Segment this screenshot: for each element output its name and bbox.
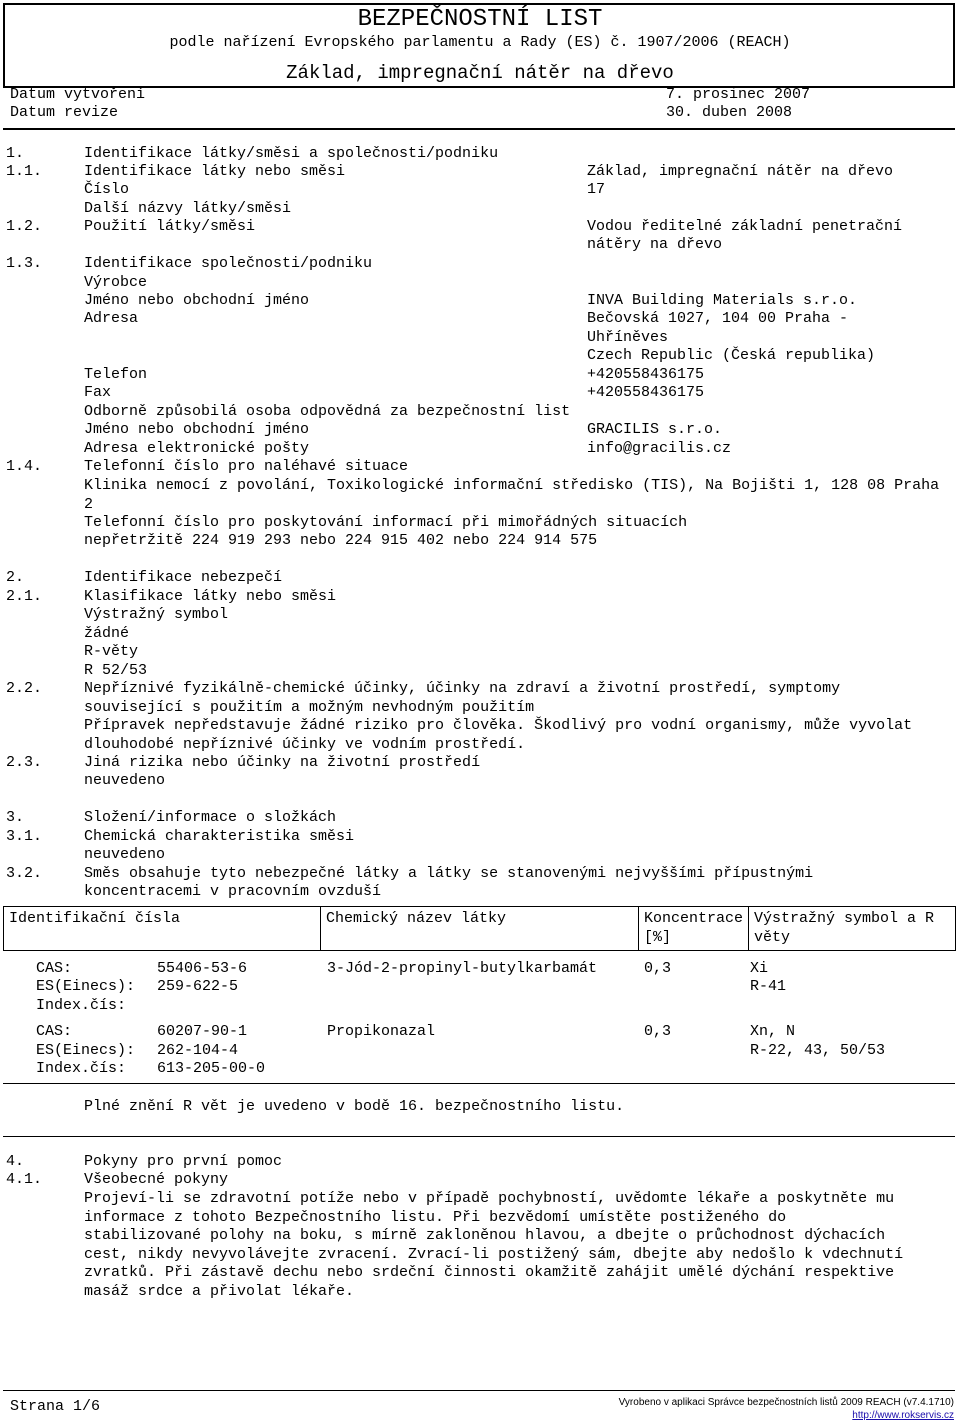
cislo-value: 17 xyxy=(587,181,606,198)
jmeno2-label: Jméno nebo obchodní jméno xyxy=(84,421,310,438)
page-number: Strana 1/6 xyxy=(10,1398,101,1415)
adresa-label: Adresa xyxy=(84,310,139,327)
s13-label: Identifikace společnosti/podniku xyxy=(84,255,373,272)
s13-number: 1.3. xyxy=(6,255,43,272)
footer-divider xyxy=(3,1390,955,1391)
revision-value: 30. duben 2008 xyxy=(666,104,793,121)
header-divider xyxy=(3,128,955,130)
s22-label-line1: Nepříznivé fyzikálně-chemické účinky, účinky na zdraví a životní prostředí, symptomy xyxy=(84,680,841,697)
adresa-line3: Czech Republic (Česká republika) xyxy=(587,347,876,364)
row1-name: 3-Jód-2-propinyl-butylkarbamát xyxy=(327,960,598,977)
producer-link[interactable]: http://www.rokservis.cz xyxy=(852,1410,954,1421)
jmeno-value: INVA Building Materials s.r.o. xyxy=(587,292,858,309)
s22-number: 2.2. xyxy=(6,680,43,697)
row1-conc: 0,3 xyxy=(644,960,672,977)
th-chemical-name: Chemický název látky xyxy=(321,907,639,951)
s2-title: Identifikace nebezpečí xyxy=(84,569,283,586)
s1-number: 1. xyxy=(6,145,25,162)
producer-text: Vyrobeno v aplikaci Správce bezpečnostních listů 2009 REACH (v7.4.1710) xyxy=(618,1397,954,1408)
dalsi-nazvy-label: Další názvy látky/směsi xyxy=(84,200,292,217)
s31-label: Chemická charakteristika směsi xyxy=(84,828,355,845)
s31-value: neuvedeno xyxy=(84,846,166,863)
row2-conc: 0,3 xyxy=(644,1023,672,1040)
vyrobce-label: Výrobce xyxy=(84,274,148,291)
s23-label: Jiná rizika nebo účinky na životní prostředí xyxy=(84,754,481,771)
s14-number: 1.4. xyxy=(6,458,43,475)
row2-cas-label: CAS: xyxy=(36,1023,73,1040)
row1-symbol: Xi xyxy=(750,960,769,977)
row2-ec: 262-104-4 xyxy=(157,1042,239,1059)
klinika-text: Klinika nemocí z povolání, Toxikologické informační středisko (TIS), Na Bojišti 1, 128 08 Praha 2 xyxy=(84,477,940,513)
s32-number: 3.2. xyxy=(6,865,43,882)
row1-ec: 259-622-5 xyxy=(157,978,239,995)
s14-label: Telefonní číslo pro naléhavé situace xyxy=(84,458,409,475)
th-identification: Identifikační čísla xyxy=(4,907,321,951)
s4-title: Pokyny pro první pomoc xyxy=(84,1153,283,1170)
telefon-value: +420558436175 xyxy=(587,366,705,383)
s41-number: 4.1. xyxy=(6,1171,43,1188)
s12-value-line1: Vodou ředitelné základní penetrační xyxy=(587,218,903,235)
s23-value: neuvedeno xyxy=(84,772,166,789)
emergency-numbers: nepřetržitě 224 919 293 nebo 224 915 402 nebo 224 914 575 xyxy=(84,532,598,549)
row1-cas: 55406-53-6 xyxy=(157,960,248,977)
adresa-line1: Bečovská 1027, 104 00 Praha - xyxy=(587,310,849,327)
s32-label-line2: koncentracemi v pracovním ovzduší xyxy=(84,883,382,900)
s22-label-line2: související s použitím a možným nevhodným použitím xyxy=(84,699,535,716)
row2-symbol: Xn, N xyxy=(750,1023,796,1040)
symbol-label: Výstražný symbol xyxy=(84,606,229,623)
th-concentration: Koncentrace [%] xyxy=(639,907,749,951)
jmeno-label: Jméno nebo obchodní jméno xyxy=(84,292,310,309)
document-subtitle: podle nařízení Evropského parlamentu a Rady (ES) č. 1907/2006 (REACH) xyxy=(169,34,791,51)
rvety-note: Plné znění R vět je uvedeno v bodě 16. bezpečnostního listu. xyxy=(84,1098,625,1115)
s12-label: Použití látky/směsi xyxy=(84,218,256,235)
s3-number: 3. xyxy=(6,809,25,826)
footer-producer xyxy=(619,1396,954,1422)
symbol-value: žádné xyxy=(84,625,130,642)
rvety-label: R-věty xyxy=(84,643,139,660)
revision-label: Datum revize xyxy=(10,104,119,121)
row2-cas: 60207-90-1 xyxy=(157,1023,248,1040)
document-title: BEZPEČNOSTNÍ LIST xyxy=(357,6,603,33)
s31-number: 3.1. xyxy=(6,828,43,845)
s22-text: Přípravek nepředstavuje žádné riziko pro člověka. Škodlivý pro vodní organismy, může vyvolat dlouhodobé nepříznivé účinky ve vodním prostředí. xyxy=(84,717,913,753)
cislo-label: Číslo xyxy=(84,181,130,198)
s12-number: 1.2. xyxy=(6,218,43,235)
telefon-label: Telefon xyxy=(84,366,148,383)
composition-table xyxy=(3,906,956,951)
s41-text: Projeví-li se zdravotní potíže nebo v případě pochybností, uvědomte lékaře a poskytněte mu informace z tohoto Bezpečnostního listu. Při bezvědomí umístěte postiženého do stabilizované polohy na boku, s mírně zakloněnou hlavou, a dbejte o průchodnost dýchacích cest, nikdy nevyvolávejte zvracení. Zvrací-li postižený sám, dbejte aby nedošlo k vdechnutí zvratků. Při zástavě dechu nebo srdeční činnosti okamžitě zahájit umělé dýchání respektive masáž srdce a přivolat lékaře. xyxy=(84,1190,904,1300)
row2-ec-label: ES(Einecs): xyxy=(36,1042,136,1059)
odborne-osoba-label: Odborně způsobilá osoba odpovědná za bezpečnostní list xyxy=(84,403,571,420)
row2-rvety: R-22, 43, 50/53 xyxy=(750,1042,886,1059)
s3-title: Složení/informace o složkách xyxy=(84,809,337,826)
s41-label: Všeobecné pokyny xyxy=(84,1171,229,1188)
s11-label: Identifikace látky nebo směsi xyxy=(84,163,346,180)
adresa-line2: Uhříněves xyxy=(587,329,669,346)
s11-value: Základ, impregnační nátěr na dřevo xyxy=(587,163,894,180)
row2-name: Propikonazal xyxy=(327,1023,436,1040)
table-header-row xyxy=(4,907,956,951)
s21-label: Klasifikace látky nebo směsi xyxy=(84,588,337,605)
s12-value-line2: nátěry na dřevo xyxy=(587,236,723,253)
row2-index: 613-205-00-0 xyxy=(157,1060,266,1077)
fax-value: +420558436175 xyxy=(587,384,705,401)
row1-cas-label: CAS: xyxy=(36,960,73,977)
fax-label: Fax xyxy=(84,384,112,401)
row1-rvety: R-41 xyxy=(750,978,787,995)
s11-number: 1.1. xyxy=(6,163,43,180)
created-value: 7. prosinec 2007 xyxy=(666,86,811,103)
table-bottom-line xyxy=(3,1083,955,1084)
row1-ec-label: ES(Einecs): xyxy=(36,978,136,995)
email-label: Adresa elektronické pošty xyxy=(84,440,310,457)
s1-title: Identifikace látky/směsi a společnosti/podniku xyxy=(84,145,499,162)
tel-info-label: Telefonní číslo pro poskytování informací při mimořádných situacích xyxy=(84,514,688,531)
created-label: Datum vytvoření xyxy=(10,86,146,103)
row2-index-label: Index.čís: xyxy=(36,1060,127,1077)
th-symbol-rvety: Výstražný symbol a R věty xyxy=(749,907,956,951)
jmeno2-value: GRACILIS s.r.o. xyxy=(587,421,723,438)
product-name: Základ, impregnační nátěr na dřevo xyxy=(286,62,674,84)
s4-number: 4. xyxy=(6,1153,25,1170)
s21-number: 2.1. xyxy=(6,588,43,605)
s23-number: 2.3. xyxy=(6,754,43,771)
s2-number: 2. xyxy=(6,569,25,586)
s32-label-line1: Směs obsahuje tyto nebezpečné látky a látky se stanovenými nejvyššími přípustnými xyxy=(84,865,814,882)
email-value: info@gracilis.cz xyxy=(587,440,732,457)
section3-divider xyxy=(3,1136,955,1137)
row1-index-label: Index.čís: xyxy=(36,997,127,1014)
rvety-value: R 52/53 xyxy=(84,662,148,679)
